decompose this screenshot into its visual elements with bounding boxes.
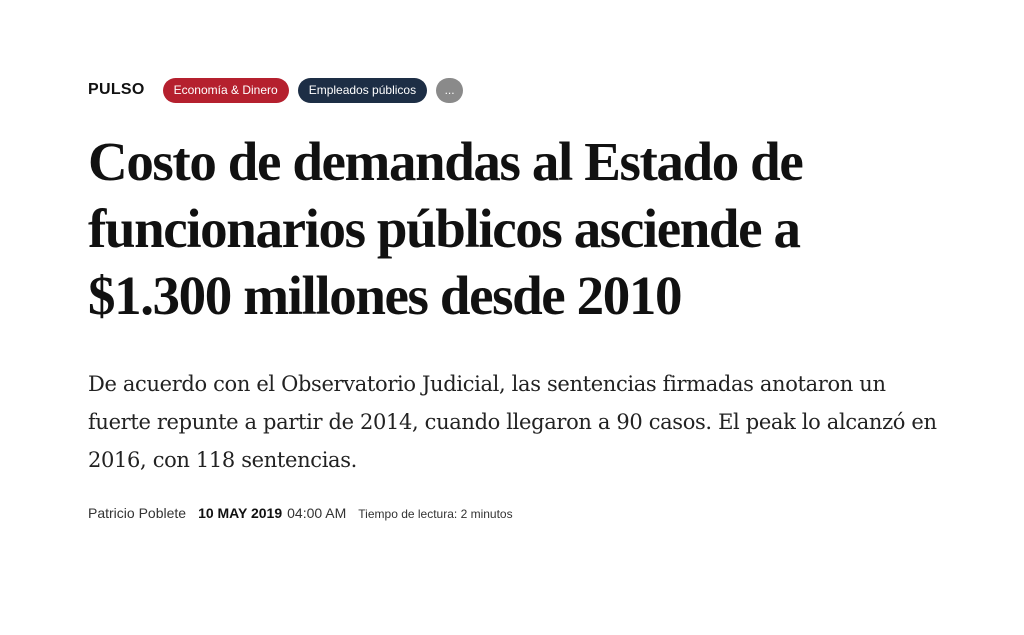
tag-empleados-publicos[interactable]: Empleados públicos xyxy=(298,78,427,103)
tag-row xyxy=(88,77,472,103)
publish-time: 04:00 AM xyxy=(287,505,347,521)
section-label[interactable]: PULSO xyxy=(88,81,145,98)
more-tags-button[interactable]: ... xyxy=(436,78,463,103)
tag-economia-dinero[interactable]: Economía & Dinero xyxy=(163,78,289,103)
author-name[interactable]: Patricio Poblete xyxy=(88,505,187,521)
reading-time: Tiempo de lectura: 2 minutos xyxy=(358,507,513,521)
publish-date: 10 MAY 2019 xyxy=(198,505,283,521)
byline xyxy=(88,505,513,521)
article-headline: Costo de demandas al Estado de funcionarios públicos asciende a $1.300 millones desde 2010 xyxy=(88,131,803,326)
article-summary: De acuerdo con el Observatorio Judicial, las sentencias firmadas anotaron un fuerte repunte a partir de 2014, cuando llegaron a 90 casos. El peak lo alcanzó en 2016, con 118 sentencias. xyxy=(88,372,937,472)
